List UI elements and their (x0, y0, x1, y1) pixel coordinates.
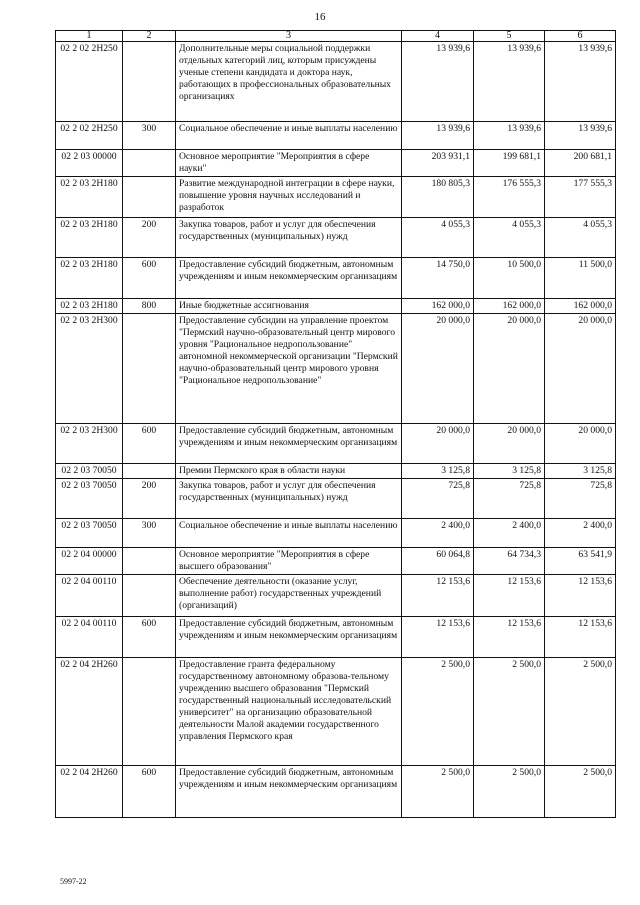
table-row (56, 519, 616, 548)
value-year-2: 20 000,0 (474, 314, 545, 424)
value-year-3: 200 681,1 (545, 150, 616, 177)
value-year-1: 12 153,6 (402, 575, 474, 617)
value-year-1: 20 000,0 (402, 424, 474, 464)
value-year-1: 2 500,0 (402, 658, 474, 766)
target-code: 02 2 03 2Н180 (56, 177, 123, 218)
value-year-2: 13 939,6 (474, 42, 545, 122)
table-row (56, 424, 616, 464)
value-year-3: 11 500,0 (545, 258, 616, 299)
value-year-3: 2 500,0 (545, 766, 616, 818)
value-year-3: 177 555,3 (545, 177, 616, 218)
table-row (56, 479, 616, 519)
value-year-2: 12 153,6 (474, 575, 545, 617)
expense-type: 600 (123, 258, 176, 299)
table-row (56, 314, 616, 424)
expense-type (123, 150, 176, 177)
value-year-3: 4 055,3 (545, 218, 616, 258)
document-code: 5997-22 (60, 877, 87, 886)
budget-table (55, 30, 616, 818)
value-year-1: 4 055,3 (402, 218, 474, 258)
value-year-3: 162 000,0 (545, 299, 616, 314)
column-header: 2 (123, 31, 176, 42)
value-year-3: 20 000,0 (545, 314, 616, 424)
item-name: Дополнительные меры социальной поддержки отдельных категорий лиц, которым присуждены ученые степени кандидата и доктора наук, работающих в профессиональных образовательных организациях (176, 42, 402, 122)
value-year-3: 725,8 (545, 479, 616, 519)
expense-type (123, 658, 176, 766)
page-number: 16 (314, 11, 326, 23)
table-row (56, 177, 616, 218)
table-row (56, 617, 616, 658)
item-name: Развитие международной интеграции в сфере науки, повышение уровня научных исследований и разработок (176, 177, 402, 218)
target-code: 02 2 03 00000 (56, 150, 123, 177)
value-year-1: 13 939,6 (402, 122, 474, 150)
value-year-3: 2 400,0 (545, 519, 616, 548)
column-header: 3 (176, 31, 402, 42)
target-code: 02 2 04 2Н260 (56, 766, 123, 818)
column-header: 5 (474, 31, 545, 42)
column-header: 6 (545, 31, 616, 42)
expense-type (123, 314, 176, 424)
item-name: Социальное обеспечение и иные выплаты населению (176, 122, 402, 150)
item-name: Социальное обеспечение и иные выплаты населению (176, 519, 402, 548)
value-year-1: 12 153,6 (402, 617, 474, 658)
target-code: 02 2 04 00110 (56, 617, 123, 658)
item-name: Основное мероприятие "Мероприятия в сфере высшего образования" (176, 548, 402, 575)
target-code: 02 2 03 2Н300 (56, 314, 123, 424)
column-header: 4 (402, 31, 474, 42)
target-code: 02 2 03 70050 (56, 479, 123, 519)
table-row (56, 299, 616, 314)
target-code: 02 2 03 2Н300 (56, 424, 123, 464)
expense-type: 300 (123, 122, 176, 150)
table-row (56, 464, 616, 479)
table-row (56, 218, 616, 258)
value-year-3: 3 125,8 (545, 464, 616, 479)
expense-type (123, 575, 176, 617)
expense-type: 600 (123, 617, 176, 658)
value-year-2: 199 681,1 (474, 150, 545, 177)
item-name: Иные бюджетные ассигнования (176, 299, 402, 314)
target-code: 02 2 03 2Н180 (56, 258, 123, 299)
value-year-1: 60 064,8 (402, 548, 474, 575)
table-row (56, 658, 616, 766)
expense-type (123, 42, 176, 122)
value-year-2: 10 500,0 (474, 258, 545, 299)
table-row (56, 122, 616, 150)
table-row (56, 766, 616, 818)
value-year-1: 162 000,0 (402, 299, 474, 314)
expense-type: 300 (123, 519, 176, 548)
value-year-2: 13 939,6 (474, 122, 545, 150)
target-code: 02 2 02 2Н250 (56, 122, 123, 150)
value-year-1: 13 939,6 (402, 42, 474, 122)
value-year-2: 64 734,3 (474, 548, 545, 575)
value-year-2: 3 125,8 (474, 464, 545, 479)
value-year-1: 2 400,0 (402, 519, 474, 548)
item-name: Закупка товаров, работ и услуг для обеспечения государственных (муниципальных) нужд (176, 218, 402, 258)
target-code: 02 2 04 00000 (56, 548, 123, 575)
value-year-2: 4 055,3 (474, 218, 545, 258)
value-year-2: 162 000,0 (474, 299, 545, 314)
item-name: Предоставление субсидии на управление проектом "Пермский научно-образовательный центр мирового уровня "Рациональное недропользование" автономной некоммерческой организации "Пермский научно-образовательный центр мирового уровня "Рациональное недропользование" (176, 314, 402, 424)
item-name: Предоставление субсидий бюджетным, автономным учреждениям и иным некоммерческим организациям (176, 617, 402, 658)
expense-type (123, 464, 176, 479)
table-row (56, 258, 616, 299)
target-code: 02 2 03 70050 (56, 464, 123, 479)
expense-type (123, 177, 176, 218)
value-year-1: 3 125,8 (402, 464, 474, 479)
expense-type: 200 (123, 479, 176, 519)
target-code: 02 2 03 2Н180 (56, 299, 123, 314)
value-year-2: 725,8 (474, 479, 545, 519)
item-name: Основное мероприятие "Мероприятия в сфере науки" (176, 150, 402, 177)
item-name: Обеспечение деятельности (оказание услуг, выполнение работ) государственных учреждений (организаций) (176, 575, 402, 617)
value-year-3: 12 153,6 (545, 575, 616, 617)
value-year-3: 20 000,0 (545, 424, 616, 464)
item-name: Предоставление гранта федеральному государственному автономному образова-тельному учреждению высшего образования "Пермский государственный национальный исследовательский университет" на организацию образовательной деятельности Малой академии государственного управления Пермского края (176, 658, 402, 766)
value-year-1: 725,8 (402, 479, 474, 519)
value-year-3: 63 541,9 (545, 548, 616, 575)
expense-type: 800 (123, 299, 176, 314)
expense-type: 600 (123, 424, 176, 464)
target-code: 02 2 03 2Н180 (56, 218, 123, 258)
target-code: 02 2 03 70050 (56, 519, 123, 548)
expense-type: 600 (123, 766, 176, 818)
value-year-2: 2 500,0 (474, 658, 545, 766)
value-year-3: 13 939,6 (545, 42, 616, 122)
value-year-3: 12 153,6 (545, 617, 616, 658)
header-row (56, 31, 616, 42)
value-year-3: 13 939,6 (545, 122, 616, 150)
value-year-1: 180 805,3 (402, 177, 474, 218)
item-name: Премии Пермского края в области науки (176, 464, 402, 479)
value-year-2: 2 500,0 (474, 766, 545, 818)
target-code: 02 2 04 2Н260 (56, 658, 123, 766)
target-code: 02 2 02 2Н250 (56, 42, 123, 122)
value-year-1: 203 931,1 (402, 150, 474, 177)
value-year-1: 14 750,0 (402, 258, 474, 299)
item-name: Предоставление субсидий бюджетным, автономным учреждениям и иным некоммерческим организациям (176, 766, 402, 818)
expense-type: 200 (123, 218, 176, 258)
column-header: 1 (56, 31, 123, 42)
value-year-1: 2 500,0 (402, 766, 474, 818)
value-year-1: 20 000,0 (402, 314, 474, 424)
table-row (56, 42, 616, 122)
item-name: Предоставление субсидий бюджетным, автономным учреждениям и иным некоммерческим организациям (176, 424, 402, 464)
value-year-2: 2 400,0 (474, 519, 545, 548)
expense-type (123, 548, 176, 575)
value-year-2: 20 000,0 (474, 424, 545, 464)
target-code: 02 2 04 00110 (56, 575, 123, 617)
item-name: Закупка товаров, работ и услуг для обеспечения государственных (муниципальных) нужд (176, 479, 402, 519)
item-name: Предоставление субсидий бюджетным, автономным учреждениям и иным некоммерческим организациям (176, 258, 402, 299)
table-row (56, 548, 616, 575)
table-row (56, 150, 616, 177)
value-year-3: 2 500,0 (545, 658, 616, 766)
table-row (56, 575, 616, 617)
value-year-2: 176 555,3 (474, 177, 545, 218)
value-year-2: 12 153,6 (474, 617, 545, 658)
